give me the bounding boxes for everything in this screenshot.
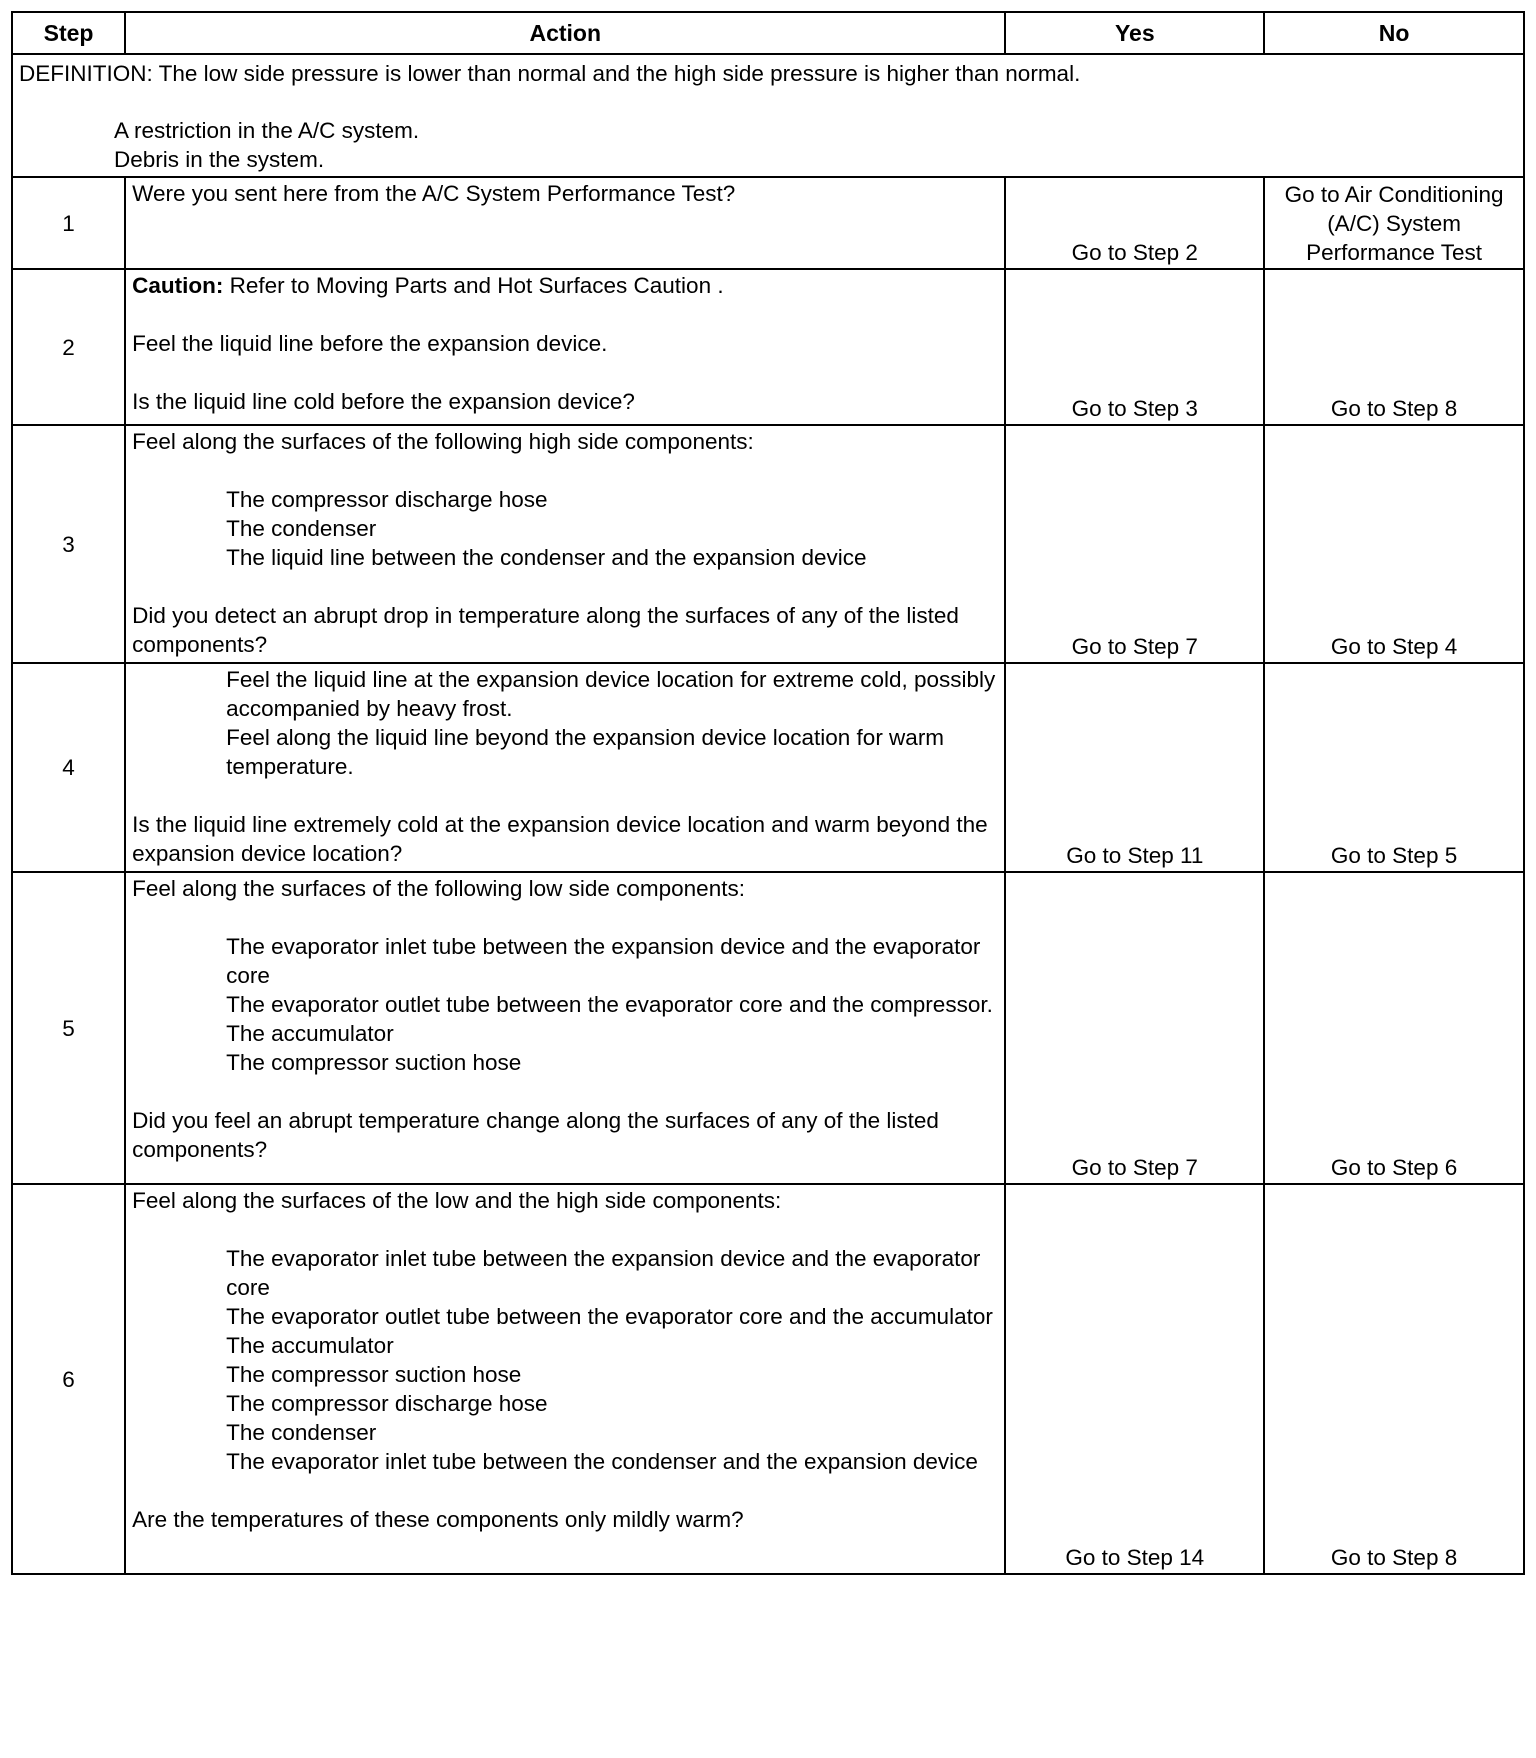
component-list [132, 485, 998, 572]
component-list [132, 665, 998, 781]
yes-cell: Go to Step 11 [1005, 663, 1264, 872]
question-text: Were you sent here from the A/C System Performance Test? [132, 181, 736, 206]
list-item: Feel along the liquid line beyond the expansion device location for warm temperature. [226, 725, 945, 779]
caution-label: Caution: [132, 273, 224, 298]
list-item: The compressor discharge hose [226, 1391, 548, 1416]
component-list [132, 932, 998, 1077]
yes-cell: Go to Step 2 [1005, 177, 1264, 269]
table-row [12, 872, 1524, 1184]
spacer [132, 1077, 998, 1106]
table-row [12, 177, 1524, 269]
list-item: The evaporator outlet tube between the evaporator core and the compressor. [226, 992, 993, 1017]
spacer [132, 1476, 998, 1505]
no-cell: Go to Step 8 [1264, 269, 1524, 425]
list-item: The condenser [226, 1420, 377, 1445]
spacer [132, 903, 998, 932]
caution-line [132, 271, 998, 300]
list-item: The accumulator [226, 1333, 394, 1358]
instruction-text: Feel along the surfaces of the low and the high side components: [132, 1188, 782, 1213]
step-number: 1 [12, 177, 125, 269]
list-item: The compressor suction hose [226, 1050, 522, 1075]
header-row [12, 12, 1524, 54]
list-item: The evaporator inlet tube between the condenser and the expansion device [226, 1449, 978, 1474]
question-text: Is the liquid line cold before the expansion device? [132, 389, 635, 414]
list-item: The accumulator [226, 1021, 394, 1046]
no-cell: Go to Air Conditioning (A/C) System Performance Test [1264, 177, 1524, 269]
spacer [132, 1215, 998, 1244]
step-number: 5 [12, 872, 125, 1184]
component-list [132, 1244, 998, 1476]
spacer [132, 781, 998, 810]
no-cell: Go to Step 6 [1264, 872, 1524, 1184]
spacer [132, 456, 998, 485]
list-item: The liquid line between the condenser and the expansion device [226, 545, 867, 570]
step-number: 3 [12, 425, 125, 663]
question-text: Is the liquid line extremely cold at the expansion device location and warm beyond the expansion device location? [132, 812, 988, 866]
question-text: Are the temperatures of these components only mildly warm? [132, 1507, 744, 1532]
table-row [12, 269, 1524, 425]
step-number: 2 [12, 269, 125, 425]
question-text: Did you detect an abrupt drop in temperature along the surfaces of any of the listed components? [132, 603, 959, 657]
no-cell: Go to Step 5 [1264, 663, 1524, 872]
header-action: Action [125, 12, 1005, 54]
no-cell: Go to Step 8 [1264, 1184, 1524, 1574]
action-cell [125, 269, 1005, 425]
table-row [12, 425, 1524, 663]
definition-cause: A restriction in the A/C system. [114, 118, 420, 143]
list-item: The condenser [226, 516, 377, 541]
definition-text: DEFINITION: The low side pressure is lower than normal and the high side pressure is higher than normal. [19, 61, 1081, 86]
header-step: Step [12, 12, 125, 54]
action-cell [125, 1184, 1005, 1574]
yes-cell: Go to Step 7 [1005, 872, 1264, 1184]
no-cell: Go to Step 4 [1264, 425, 1524, 663]
list-item: The evaporator outlet tube between the evaporator core and the accumulator [226, 1304, 993, 1329]
yes-cell: Go to Step 7 [1005, 425, 1264, 663]
header-yes: Yes [1005, 12, 1264, 54]
definition-causes [19, 116, 1517, 174]
action-cell [125, 872, 1005, 1184]
action-cell [125, 663, 1005, 872]
yes-cell: Go to Step 14 [1005, 1184, 1264, 1574]
spacer [132, 358, 998, 387]
definition-cell [12, 54, 1524, 177]
instruction-text: Feel the liquid line before the expansion device. [132, 331, 608, 356]
diagnostic-table [11, 11, 1525, 1575]
header-no: No [1264, 12, 1524, 54]
list-item: Feel the liquid line at the expansion device location for extreme cold, possibly accompanied by heavy frost. [226, 667, 996, 721]
step-number: 4 [12, 663, 125, 872]
spacer [132, 300, 998, 329]
table-row [12, 1184, 1524, 1574]
step-number: 6 [12, 1184, 125, 1574]
spacer [132, 572, 998, 601]
definition-cause: Debris in the system. [114, 147, 325, 172]
action-cell [125, 425, 1005, 663]
table-row [12, 663, 1524, 872]
list-item: The compressor suction hose [226, 1362, 522, 1387]
list-item: The evaporator inlet tube between the expansion device and the evaporator core [226, 934, 981, 988]
yes-cell: Go to Step 3 [1005, 269, 1264, 425]
instruction-text: Feel along the surfaces of the following low side components: [132, 876, 745, 901]
question-text: Did you feel an abrupt temperature change along the surfaces of any of the listed components? [132, 1108, 939, 1162]
instruction-text: Feel along the surfaces of the following high side components: [132, 429, 754, 454]
list-item: The compressor discharge hose [226, 487, 548, 512]
list-item: The evaporator inlet tube between the expansion device and the evaporator core [226, 1246, 981, 1300]
definition-row [12, 54, 1524, 177]
action-cell [125, 177, 1005, 269]
caution-text: Refer to Moving Parts and Hot Surfaces Caution . [223, 273, 724, 298]
